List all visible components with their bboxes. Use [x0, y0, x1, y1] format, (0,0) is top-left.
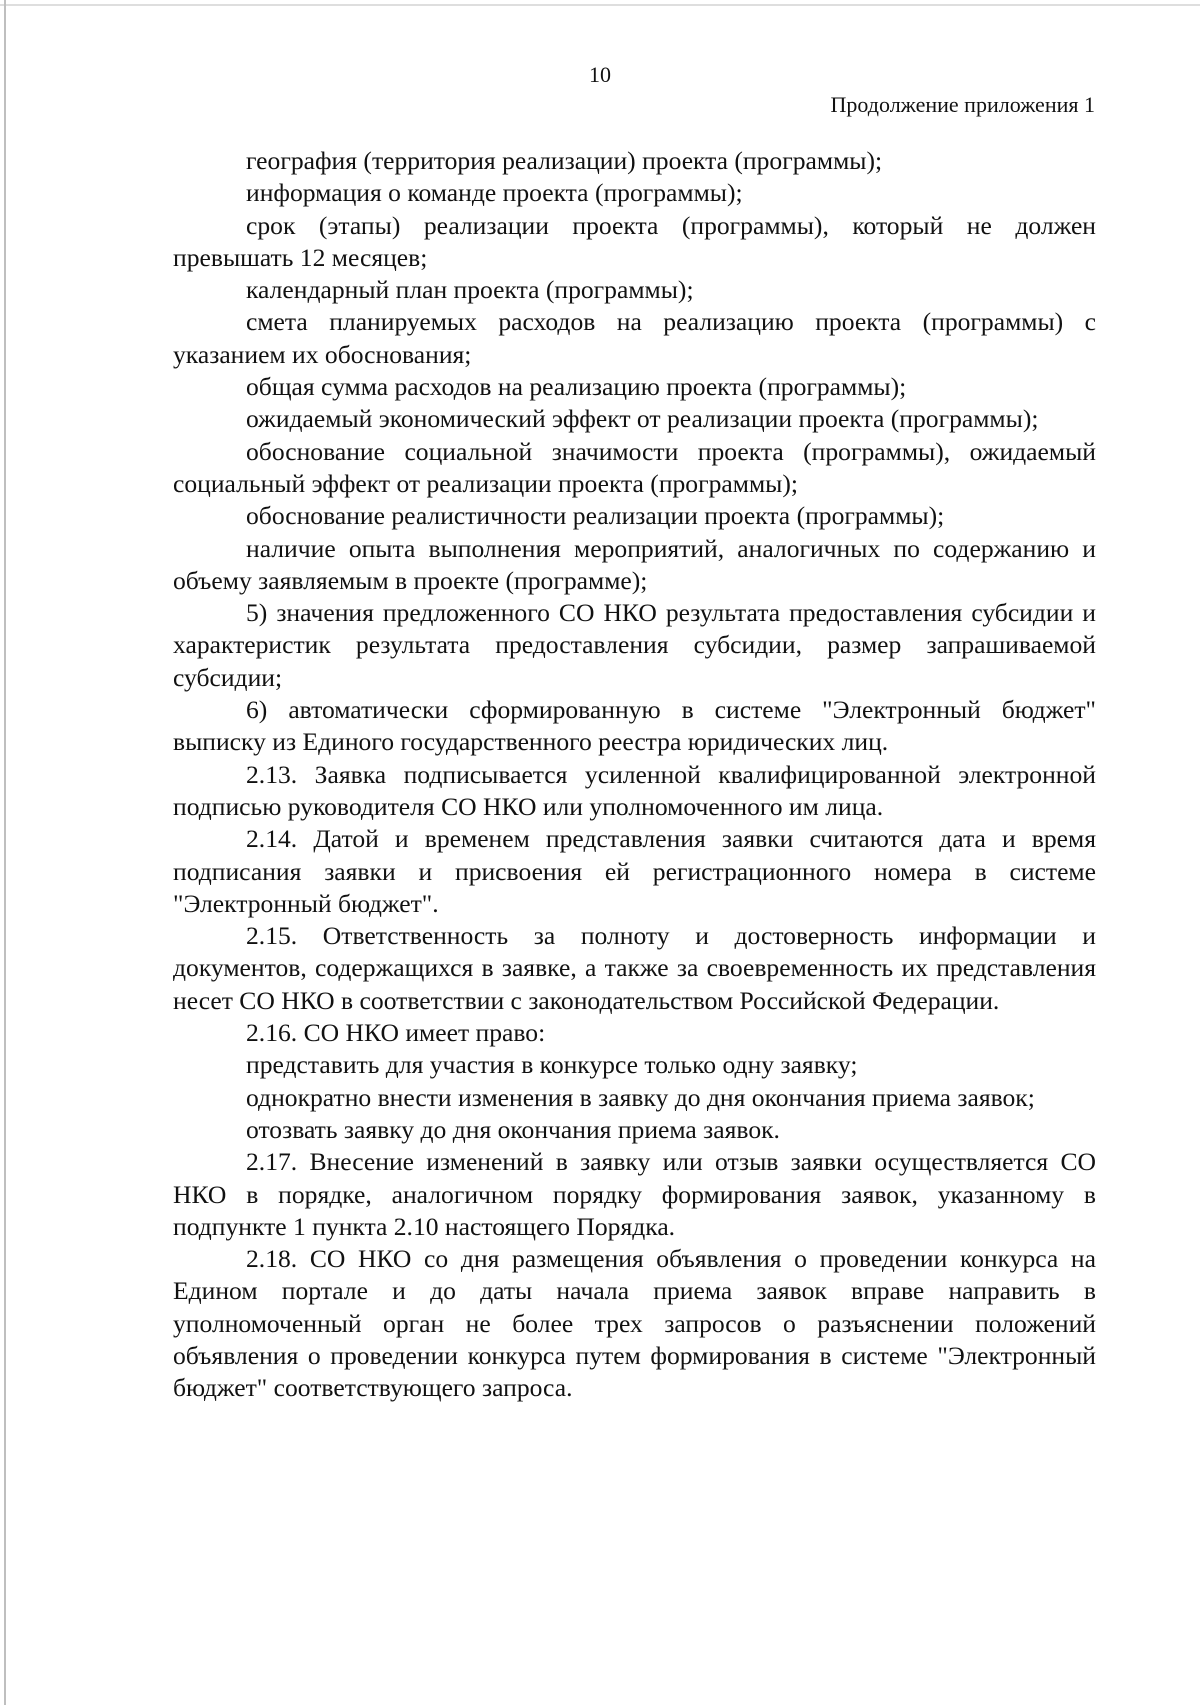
- paragraph: 2.13. Заявка подписывается усиленной квалифицированной электронной подписью руководителя СО НКО или уполномоченного им лица.: [173, 759, 1096, 821]
- appendix-continuation-label: Продолжение приложения 1: [830, 92, 1095, 117]
- paragraph: 6) автоматически сформированную в системе "Электронный бюджет" выписку из Единого государственного реестра юридических лиц.: [173, 695, 1096, 757]
- paragraph: наличие опыта выполнения мероприятий, аналогичных по содержанию и объему заявляемым в проекте (программе);: [173, 533, 1096, 595]
- scan-edge-top: [0, 4, 1200, 6]
- paragraph: информация о команде проекта (программы);: [246, 178, 743, 208]
- paragraph: обоснование реалистичности реализации проекта (программы);: [246, 501, 945, 531]
- scan-edge-left: [4, 0, 6, 1705]
- paragraph: ожидаемый экономический эффект от реализации проекта (программы);: [246, 404, 1039, 434]
- paragraph: представить для участия в конкурсе только одну заявку;: [246, 1050, 858, 1080]
- paragraph: 2.18. СО НКО со дня размещения объявления о проведении конкурса на Едином портале и до даты начала приема заявок вправе направить в уполномоченный орган не более трех запросов о разъяснении положений объявления о проведении конкурса путем формирования в системе "Электронный бюджет" соответствующего запроса.: [173, 1244, 1096, 1403]
- paragraph: отозвать заявку до дня окончания приема заявок.: [246, 1114, 780, 1144]
- paragraph: 2.16. СО НКО имеет право:: [246, 1018, 546, 1048]
- paragraph: смета планируемых расходов на реализацию проекта (программы) с указанием их обоснования;: [173, 307, 1096, 369]
- paragraph: 2.17. Внесение изменений в заявку или отзыв заявки осуществляется СО НКО в порядке, аналогичном порядку формирования заявок, указанному в подпункте 1 пункта 2.10 настоящего Порядка.: [173, 1147, 1096, 1241]
- paragraph: обоснование социальной значимости проекта (программы), ожидаемый социальный эффект от реализации проекта (программы);: [173, 436, 1096, 498]
- paragraph: календарный план проекта (программы);: [246, 275, 694, 305]
- paragraph: срок (этапы) реализации проекта (программы), который не должен превышать 12 месяцев;: [173, 210, 1096, 272]
- paragraph: 2.14. Датой и временем представления заявки считаются дата и время подписания заявки и присвоения ей регистрационного номера в системе "Электронный бюджет".: [173, 824, 1096, 918]
- paragraph: однократно внести изменения в заявку до дня окончания приема заявок;: [246, 1082, 1035, 1112]
- document-body: [173, 145, 1096, 1405]
- paragraph: география (территория реализации) проекта (программы);: [246, 146, 883, 175]
- paragraph: общая сумма расходов на реализацию проекта (программы);: [246, 372, 907, 402]
- paragraph: 2.15. Ответственность за полноту и достоверность информации и документов, содержащихся в заявке, а также за своевременность их представления несет СО НКО в соответствии с законодательством Российской Федерации.: [173, 921, 1096, 1015]
- paragraph: 5) значения предложенного СО НКО результата предоставления субсидии и характеристик результата предоставления субсидии, размер запрашиваемой субсидии;: [173, 598, 1096, 692]
- page-number: 10: [589, 62, 611, 87]
